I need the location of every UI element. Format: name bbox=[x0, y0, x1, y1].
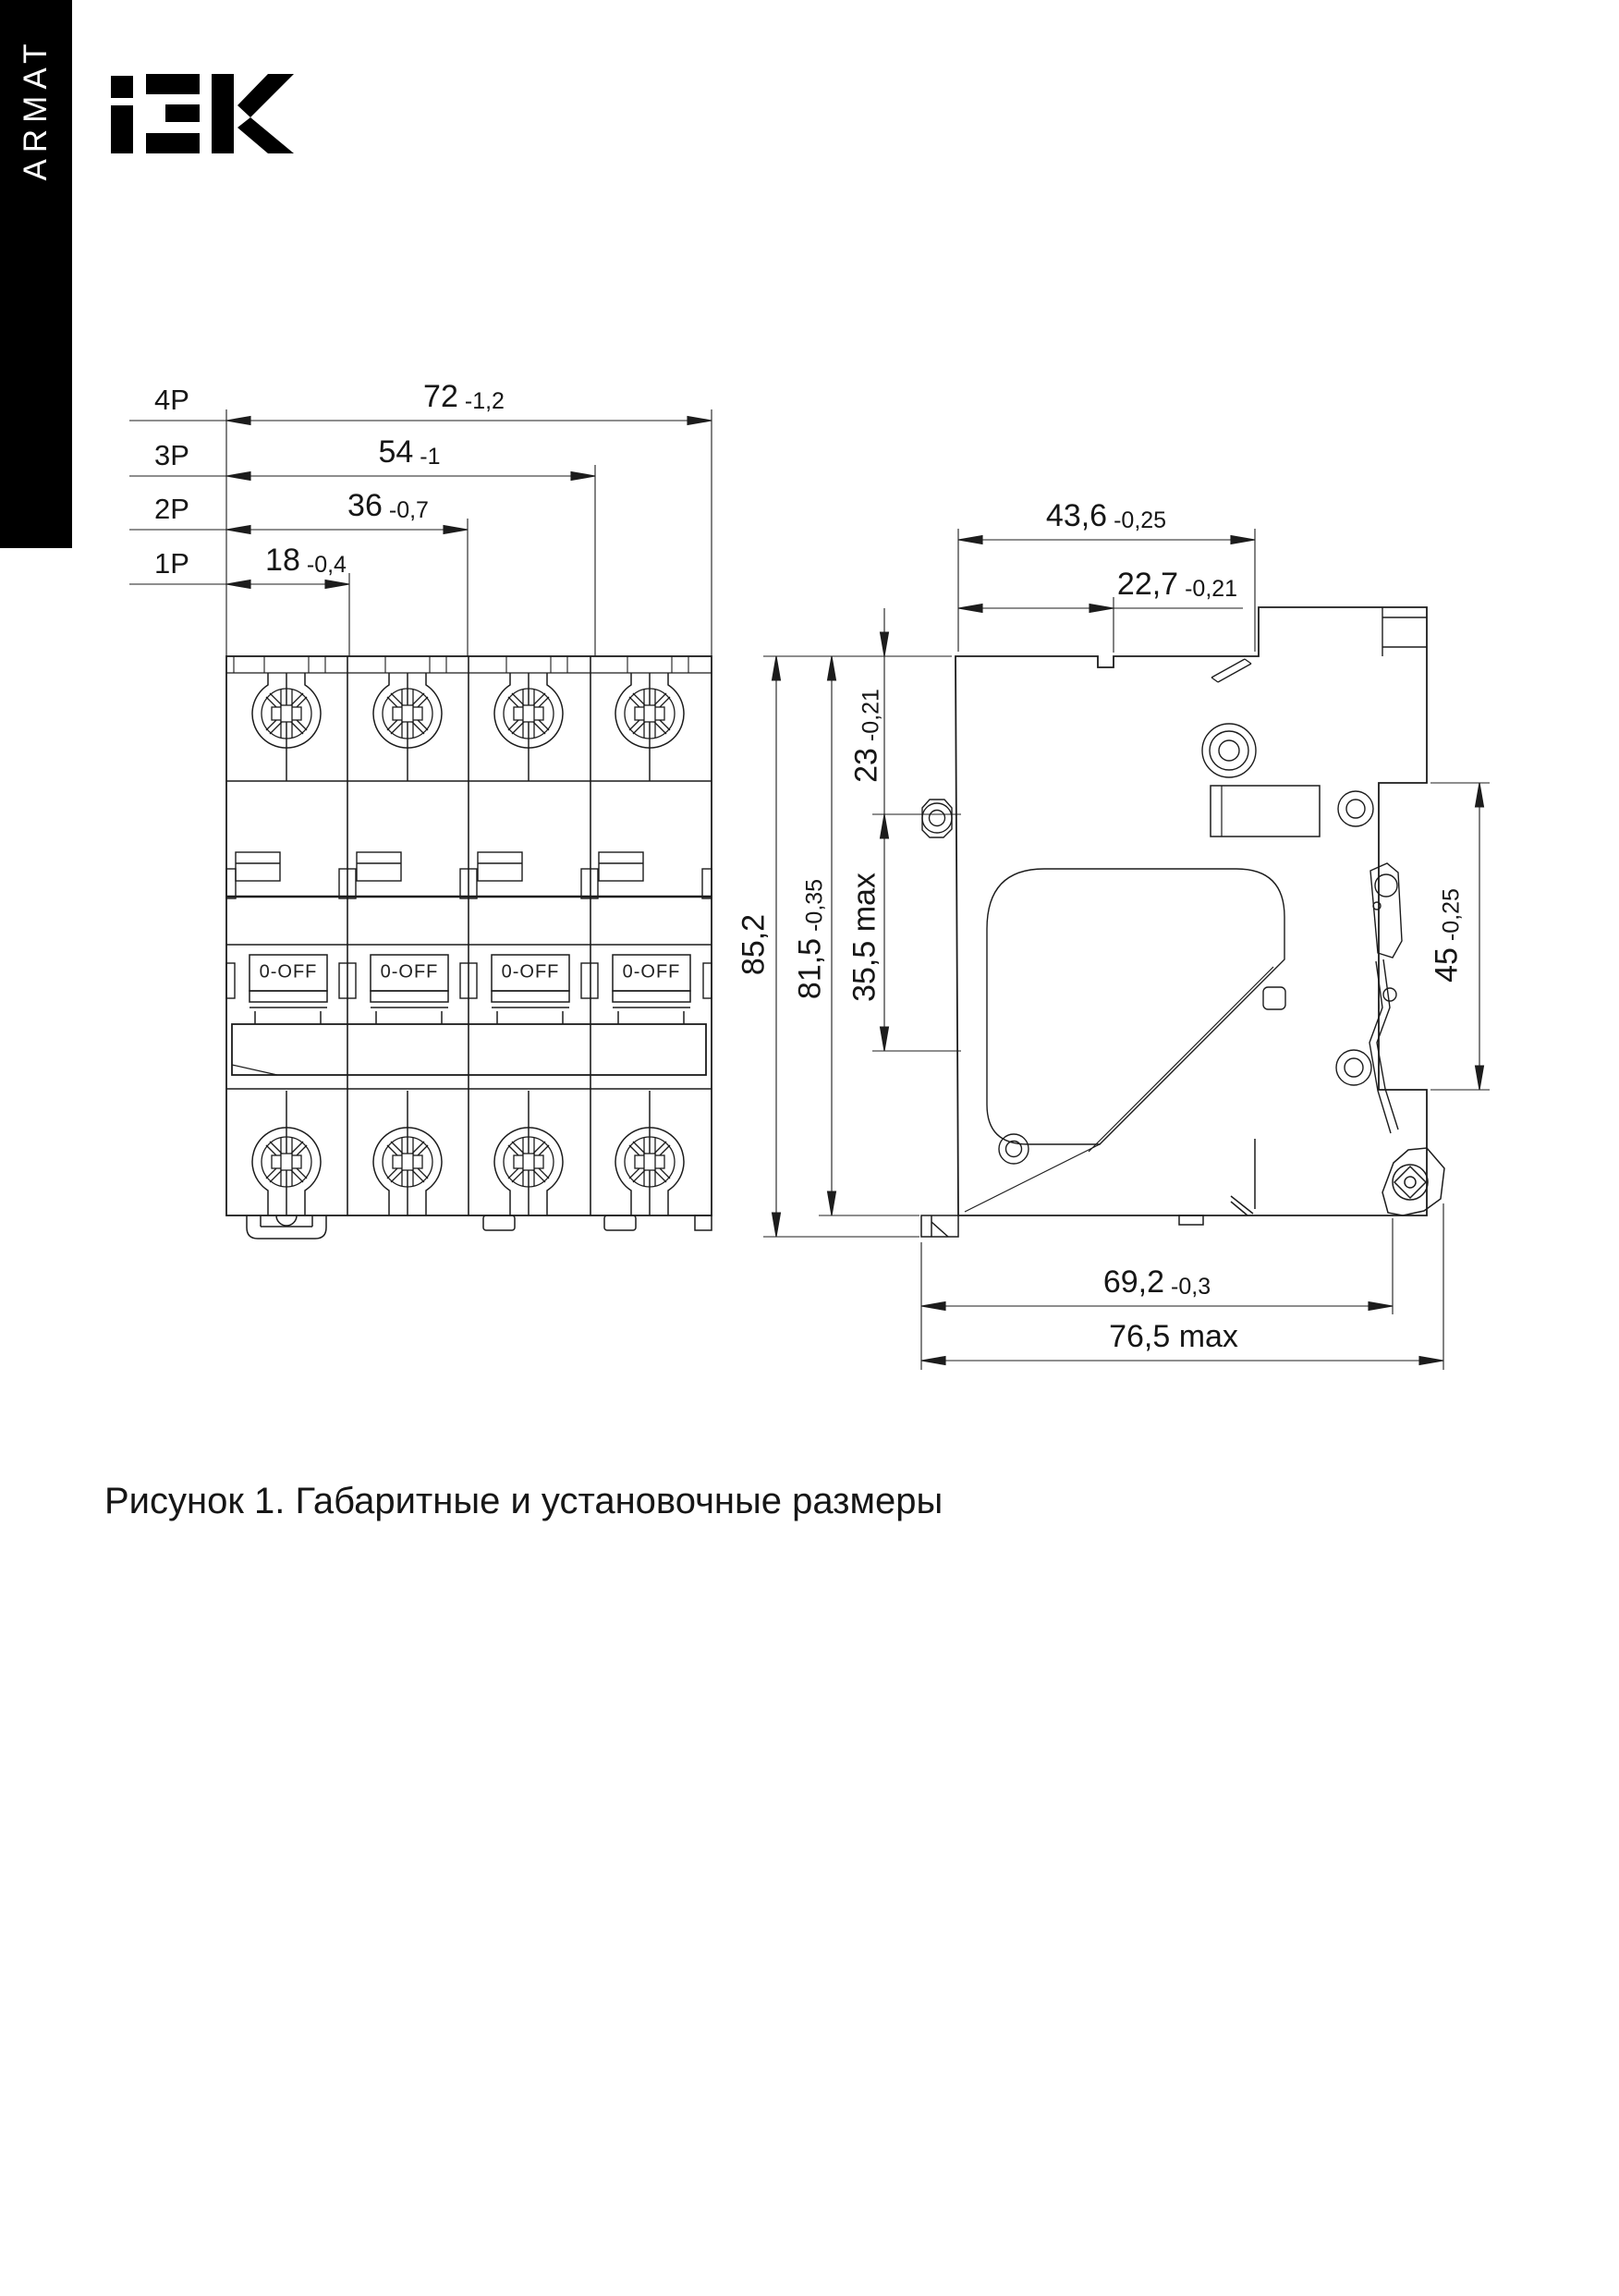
dim-depth-handle-front: 22,7 -0,21 bbox=[1116, 567, 1238, 602]
figure-caption: Рисунок 1. Габаритные и установочные размеры bbox=[104, 1481, 943, 1521]
dim-top-depth: 23-0,21 bbox=[848, 689, 884, 783]
dim-width-1p: 18 -0,4 bbox=[265, 543, 347, 578]
dim-depth-top: 43,6 -0,25 bbox=[1045, 498, 1167, 533]
pole-label-4p: 4P bbox=[154, 384, 189, 416]
rivet-holes bbox=[999, 724, 1373, 1164]
dim-height-body: 81,5-0,35 bbox=[792, 878, 828, 1000]
dim-width-4p: 72 -1,2 bbox=[423, 379, 505, 414]
shutter-ticks bbox=[234, 656, 688, 673]
dim-width-2p: 36 -0,7 bbox=[347, 488, 429, 523]
latch-lever bbox=[1369, 863, 1402, 1133]
pole-label-2p: 2P bbox=[154, 493, 189, 525]
handle-off-label: 0-OFF bbox=[622, 961, 681, 983]
front-view-drawing bbox=[226, 656, 712, 1239]
dim-depth-max: 76,5 max bbox=[1109, 1319, 1238, 1354]
dim-handle-depth-max: 35,5 max bbox=[846, 873, 883, 1002]
pole-label-3p: 3P bbox=[154, 439, 189, 471]
dim-depth-body: 69,2 -0,3 bbox=[1102, 1264, 1211, 1300]
mounting-foot bbox=[247, 1215, 326, 1239]
pole-label-1p: 1P bbox=[154, 547, 189, 580]
din-top-hook bbox=[1211, 659, 1251, 682]
front-mount-hole bbox=[922, 800, 952, 837]
handle-off-label: 0-OFF bbox=[501, 961, 560, 983]
handle-off-label: 0-OFF bbox=[380, 961, 439, 983]
dim-din-recess: 45-0,25 bbox=[1429, 888, 1465, 983]
iek-logo bbox=[111, 74, 294, 153]
side-view-drawing bbox=[921, 607, 1444, 1237]
side-foot bbox=[921, 1215, 958, 1237]
dim-height-overall: 85,2 bbox=[736, 913, 772, 976]
handle-off-label: 0-OFF bbox=[259, 961, 318, 983]
dim-width-3p: 54 -1 bbox=[378, 434, 441, 470]
din-latch bbox=[1179, 1139, 1444, 1225]
armat-wordmark: ARMAT bbox=[18, 37, 54, 181]
